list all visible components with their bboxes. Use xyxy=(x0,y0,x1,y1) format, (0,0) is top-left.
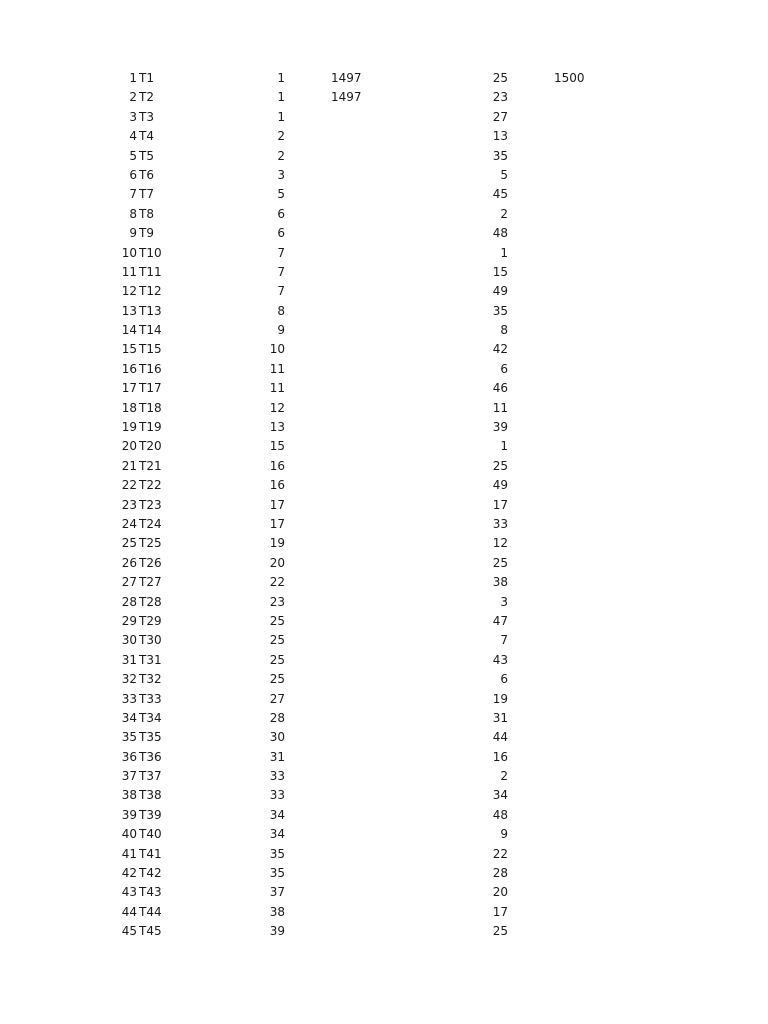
value-c-cell: 23 xyxy=(492,90,508,105)
value-c-cell: 17 xyxy=(492,904,508,919)
row-index-cell: 17 xyxy=(121,381,137,396)
value-c-cell: 16 xyxy=(492,749,508,764)
row-index-cell: 19 xyxy=(121,420,137,435)
value-c-cell: 2 xyxy=(500,206,508,221)
row-tag-cell: T24 xyxy=(139,516,162,531)
row-tag-cell: T32 xyxy=(139,672,162,687)
row-index-cell: 18 xyxy=(121,400,137,415)
row-tag-cell: T4 xyxy=(139,129,154,144)
value-c-cell: 5 xyxy=(500,167,508,182)
table-row xyxy=(0,282,768,301)
table-row xyxy=(0,476,768,495)
row-tag-cell: T27 xyxy=(139,575,162,590)
value-c-cell: 49 xyxy=(492,478,508,493)
value-c-cell: 11 xyxy=(492,400,508,415)
value-c-cell: 35 xyxy=(492,148,508,163)
value-b-cell: 1497 xyxy=(331,71,362,85)
row-tag-cell: T1 xyxy=(139,71,154,85)
value-c-cell: 6 xyxy=(500,672,508,687)
row-tag-cell: T45 xyxy=(139,924,162,939)
row-index-cell: 5 xyxy=(129,148,137,163)
table-row xyxy=(0,786,768,805)
row-tag-cell: T18 xyxy=(139,400,162,415)
table-row xyxy=(0,806,768,825)
table-row xyxy=(0,302,768,321)
row-index-cell: 20 xyxy=(121,439,137,454)
row-index-cell: 9 xyxy=(129,226,137,241)
table-row xyxy=(0,399,768,418)
value-a-cell: 33 xyxy=(269,788,285,803)
table-row xyxy=(0,690,768,709)
value-c-cell: 48 xyxy=(492,226,508,241)
row-tag-cell: T26 xyxy=(139,555,162,570)
value-c-cell: 22 xyxy=(492,846,508,861)
table-row xyxy=(0,244,768,263)
row-index-cell: 24 xyxy=(121,516,137,531)
row-index-cell: 38 xyxy=(121,788,137,803)
table-row xyxy=(0,515,768,534)
value-a-cell: 17 xyxy=(269,516,285,531)
value-c-cell: 20 xyxy=(492,885,508,900)
row-tag-cell: T14 xyxy=(139,323,162,338)
row-index-cell: 27 xyxy=(121,575,137,590)
row-index-cell: 16 xyxy=(121,361,137,376)
value-a-cell: 16 xyxy=(269,458,285,473)
value-a-cell: 17 xyxy=(269,497,285,512)
row-tag-cell: T25 xyxy=(139,536,162,551)
value-a-cell: 5 xyxy=(277,187,285,202)
value-a-cell: 25 xyxy=(269,613,285,628)
row-index-cell: 4 xyxy=(129,129,137,144)
value-a-cell: 16 xyxy=(269,478,285,493)
value-c-cell: 13 xyxy=(492,129,508,144)
row-tag-cell: T12 xyxy=(139,284,162,299)
row-index-cell: 30 xyxy=(121,633,137,648)
value-a-cell: 20 xyxy=(269,555,285,570)
row-tag-cell: T39 xyxy=(139,807,162,822)
value-a-cell: 11 xyxy=(269,361,285,376)
row-tag-cell: T40 xyxy=(139,827,162,842)
row-index-cell: 39 xyxy=(121,807,137,822)
table-row xyxy=(0,457,768,476)
table-row xyxy=(0,670,768,689)
row-index-cell: 42 xyxy=(121,866,137,881)
value-a-cell: 11 xyxy=(269,381,285,396)
table-row xyxy=(0,883,768,902)
table-row xyxy=(0,864,768,883)
value-c-cell: 48 xyxy=(492,807,508,822)
row-index-cell: 43 xyxy=(121,885,137,900)
row-tag-cell: T23 xyxy=(139,497,162,512)
value-a-cell: 22 xyxy=(269,575,285,590)
value-c-cell: 25 xyxy=(492,458,508,473)
value-c-cell: 39 xyxy=(492,420,508,435)
row-tag-cell: T31 xyxy=(139,652,162,667)
table-row xyxy=(0,437,768,456)
value-a-cell: 9 xyxy=(277,323,285,338)
table-row xyxy=(0,612,768,631)
value-a-cell: 34 xyxy=(269,807,285,822)
row-index-cell: 25 xyxy=(121,536,137,551)
row-tag-cell: T21 xyxy=(139,458,162,473)
row-index-cell: 12 xyxy=(121,284,137,299)
row-index-cell: 28 xyxy=(121,594,137,609)
table-row xyxy=(0,728,768,747)
value-c-cell: 9 xyxy=(500,827,508,842)
row-index-cell: 14 xyxy=(121,323,137,338)
row-index-cell: 29 xyxy=(121,613,137,628)
value-c-cell: 46 xyxy=(492,381,508,396)
row-index-cell: 33 xyxy=(121,691,137,706)
row-index-cell: 13 xyxy=(121,303,137,318)
row-tag-cell: T38 xyxy=(139,788,162,803)
table-row xyxy=(0,147,768,166)
table-row xyxy=(0,845,768,864)
row-index-cell: 10 xyxy=(121,245,137,260)
row-tag-cell: T11 xyxy=(139,264,162,279)
table-row xyxy=(0,379,768,398)
value-a-cell: 6 xyxy=(277,226,285,241)
value-c-cell: 7 xyxy=(500,633,508,648)
row-tag-cell: T29 xyxy=(139,613,162,628)
value-a-cell: 7 xyxy=(277,284,285,299)
row-index-cell: 11 xyxy=(121,264,137,279)
value-a-cell: 35 xyxy=(269,866,285,881)
table-row xyxy=(0,593,768,612)
value-a-cell: 1 xyxy=(277,109,285,124)
table-row xyxy=(0,651,768,670)
table-row xyxy=(0,709,768,728)
row-index-cell: 34 xyxy=(121,710,137,725)
table-row xyxy=(0,205,768,224)
row-tag-cell: T15 xyxy=(139,342,162,357)
value-c-cell: 19 xyxy=(492,691,508,706)
row-tag-cell: T10 xyxy=(139,245,162,260)
value-a-cell: 37 xyxy=(269,885,285,900)
value-c-cell: 49 xyxy=(492,284,508,299)
row-tag-cell: T37 xyxy=(139,769,162,784)
row-index-cell: 23 xyxy=(121,497,137,512)
value-a-cell: 10 xyxy=(269,342,285,357)
table-row xyxy=(0,224,768,243)
row-index-cell: 35 xyxy=(121,730,137,745)
value-c-cell: 15 xyxy=(492,264,508,279)
row-tag-cell: T30 xyxy=(139,633,162,648)
value-c-cell: 2 xyxy=(500,769,508,784)
row-index-cell: 22 xyxy=(121,478,137,493)
row-index-cell: 2 xyxy=(129,90,137,105)
row-index-cell: 21 xyxy=(121,458,137,473)
value-a-cell: 2 xyxy=(277,148,285,163)
table-row xyxy=(0,573,768,592)
table-row xyxy=(0,631,768,650)
row-tag-cell: T19 xyxy=(139,420,162,435)
value-c-cell: 44 xyxy=(492,730,508,745)
row-tag-cell: T44 xyxy=(139,904,162,919)
row-index-cell: 45 xyxy=(121,924,137,939)
row-index-cell: 32 xyxy=(121,672,137,687)
value-c-cell: 1 xyxy=(500,439,508,454)
row-index-cell: 1 xyxy=(129,71,137,85)
row-tag-cell: T8 xyxy=(139,206,154,221)
value-c-cell: 43 xyxy=(492,652,508,667)
row-tag-cell: T34 xyxy=(139,710,162,725)
value-c-cell: 25 xyxy=(492,924,508,939)
value-a-cell: 8 xyxy=(277,303,285,318)
data-sheet xyxy=(0,69,768,942)
table-row xyxy=(0,108,768,127)
value-a-cell: 25 xyxy=(269,633,285,648)
value-a-cell: 1 xyxy=(277,71,285,85)
row-tag-cell: T35 xyxy=(139,730,162,745)
value-c-cell: 6 xyxy=(500,361,508,376)
table-row xyxy=(0,127,768,146)
value-a-cell: 7 xyxy=(277,264,285,279)
value-a-cell: 25 xyxy=(269,652,285,667)
value-c-cell: 3 xyxy=(500,594,508,609)
value-c-cell: 12 xyxy=(492,536,508,551)
row-tag-cell: T16 xyxy=(139,361,162,376)
table-row xyxy=(0,321,768,340)
row-index-cell: 6 xyxy=(129,167,137,182)
row-tag-cell: T41 xyxy=(139,846,162,861)
value-a-cell: 19 xyxy=(269,536,285,551)
value-a-cell: 3 xyxy=(277,167,285,182)
row-tag-cell: T6 xyxy=(139,167,154,182)
value-a-cell: 1 xyxy=(277,90,285,105)
row-index-cell: 37 xyxy=(121,769,137,784)
table-row xyxy=(0,88,768,107)
value-c-cell: 8 xyxy=(500,323,508,338)
row-tag-cell: T3 xyxy=(139,109,154,124)
value-a-cell: 35 xyxy=(269,846,285,861)
value-a-cell: 33 xyxy=(269,769,285,784)
table-row xyxy=(0,185,768,204)
value-a-cell: 15 xyxy=(269,439,285,454)
table-row xyxy=(0,534,768,553)
value-a-cell: 27 xyxy=(269,691,285,706)
value-a-cell: 6 xyxy=(277,206,285,221)
value-a-cell: 7 xyxy=(277,245,285,260)
row-tag-cell: T5 xyxy=(139,148,154,163)
row-tag-cell: T42 xyxy=(139,866,162,881)
row-index-cell: 7 xyxy=(129,187,137,202)
row-tag-cell: T33 xyxy=(139,691,162,706)
row-index-cell: 31 xyxy=(121,652,137,667)
row-tag-cell: T22 xyxy=(139,478,162,493)
row-index-cell: 41 xyxy=(121,846,137,861)
value-c-cell: 33 xyxy=(492,516,508,531)
row-index-cell: 36 xyxy=(121,749,137,764)
table-row xyxy=(0,903,768,922)
table-row xyxy=(0,166,768,185)
row-tag-cell: T28 xyxy=(139,594,162,609)
row-index-cell: 44 xyxy=(121,904,137,919)
value-c-cell: 42 xyxy=(492,342,508,357)
table-row xyxy=(0,554,768,573)
row-tag-cell: T7 xyxy=(139,187,154,202)
value-c-cell: 34 xyxy=(492,788,508,803)
value-a-cell: 2 xyxy=(277,129,285,144)
value-c-cell: 38 xyxy=(492,575,508,590)
value-a-cell: 30 xyxy=(269,730,285,745)
table-row xyxy=(0,263,768,282)
table-row xyxy=(0,496,768,515)
row-tag-cell: T36 xyxy=(139,749,162,764)
value-a-cell: 28 xyxy=(269,710,285,725)
value-c-cell: 28 xyxy=(492,866,508,881)
value-c-cell: 25 xyxy=(492,71,508,85)
value-c-cell: 35 xyxy=(492,303,508,318)
row-tag-cell: T9 xyxy=(139,226,154,241)
value-b-cell: 1497 xyxy=(331,90,362,105)
table-row xyxy=(0,69,768,88)
value-a-cell: 12 xyxy=(269,400,285,415)
value-c-cell: 27 xyxy=(492,109,508,124)
row-index-cell: 40 xyxy=(121,827,137,842)
value-c-cell: 25 xyxy=(492,555,508,570)
value-a-cell: 34 xyxy=(269,827,285,842)
row-tag-cell: T13 xyxy=(139,303,162,318)
value-a-cell: 39 xyxy=(269,924,285,939)
value-a-cell: 13 xyxy=(269,420,285,435)
value-a-cell: 25 xyxy=(269,672,285,687)
table-row xyxy=(0,922,768,941)
table-row xyxy=(0,825,768,844)
table-row xyxy=(0,767,768,786)
table-row xyxy=(0,340,768,359)
value-c-cell: 45 xyxy=(492,187,508,202)
table-row xyxy=(0,360,768,379)
row-tag-cell: T2 xyxy=(139,90,154,105)
value-c-cell: 1 xyxy=(500,245,508,260)
row-tag-cell: T20 xyxy=(139,439,162,454)
value-a-cell: 23 xyxy=(269,594,285,609)
row-tag-cell: T43 xyxy=(139,885,162,900)
row-index-cell: 3 xyxy=(129,109,137,124)
row-index-cell: 8 xyxy=(129,206,137,221)
row-index-cell: 15 xyxy=(121,342,137,357)
table-row xyxy=(0,748,768,767)
value-c-cell: 31 xyxy=(492,710,508,725)
value-d-cell: 1500 xyxy=(554,71,585,85)
row-index-cell: 26 xyxy=(121,555,137,570)
value-c-cell: 47 xyxy=(492,613,508,628)
row-tag-cell: T17 xyxy=(139,381,162,396)
value-c-cell: 17 xyxy=(492,497,508,512)
table-row xyxy=(0,418,768,437)
value-a-cell: 31 xyxy=(269,749,285,764)
value-a-cell: 38 xyxy=(269,904,285,919)
